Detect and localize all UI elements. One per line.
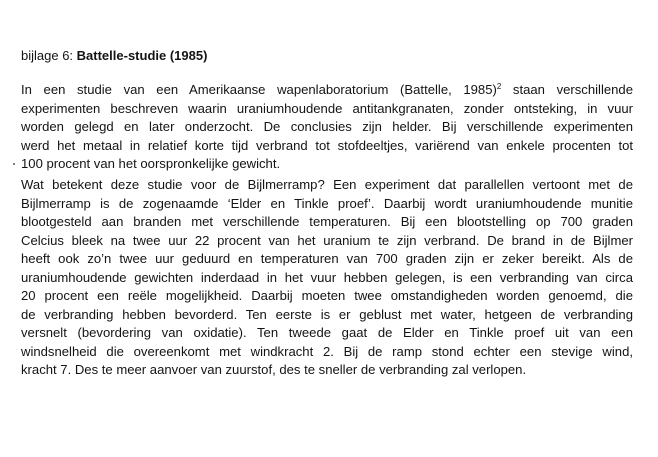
paragraph-line: versnelt (bevordering van oxidatie). Ten tweede gaat de Elder en Tinkle proef uit van een: [21, 325, 633, 340]
paragraph-2: [21, 176, 633, 380]
paragraph-line: worden gelegd en later onderzocht. De conclusies zijn helder. Bij verschillende experimenten: [21, 119, 633, 134]
paragraph-line: kracht 7. Des te meer aanvoer van zuurstof, des te sneller de verbranding zal verlopen.: [21, 362, 527, 377]
paragraph-line: werd het metaal in relatief korte tijd verbrand tot stofdeeltjes, variërend van enkele procenten tot: [21, 137, 633, 153]
paragraph-line: windsnelheid die overeenkomt met windkracht 2. Bij de ramp stond echter een stevige wind,: [21, 343, 633, 359]
paragraph-line: de verbranding hebben bevorderd. Ten eerste is er geblust met water, hetgeen de verbranding: [21, 306, 633, 322]
appendix-label: bijlage 6:: [21, 48, 77, 63]
paragraph-line: Celcius bleek na twee uur 22 procent van het uranium te zijn verbrand. De brand in de Bijlmer: [21, 232, 633, 248]
paragraph-line: 100 procent van het oorspronkelijke gewicht.: [21, 156, 281, 171]
scan-speck: [13, 163, 15, 165]
paragraph-line: heeft ook zo’n twee uur geduurd en temperaturen van 700 graden zijn er zeker bereikt. Als de: [21, 251, 633, 266]
paragraph-line: Bijlmerramp is de zogenaamde ‘Elder en Tinkle proef’. Daarbij wordt uraniumhoudende munitie: [21, 195, 633, 211]
paragraph-line: uraniumhoudende gewichten inderdaad in het vuur hebben gelegen, is een verbranding van circa: [21, 269, 633, 285]
paragraph-line: 20 procent een reële mogelijkheid. Daarbij moeten twee omstandigheden worden genoemd, die: [21, 288, 633, 303]
paragraph-line: In een studie van een Amerikaanse wapenlaboratorium (Battelle, 1985)$^2$ staan verschillende: [21, 82, 633, 97]
paragraph-line: Wat betekent deze studie voor de Bijlmerramp? Een experiment dat parallellen vertoont met de: [21, 177, 633, 192]
appendix-heading: [21, 48, 207, 64]
paragraph-line: experimenten beschreven waarin uraniumhoudende antitankgranaten, zonder ontsteking, in vuur: [21, 100, 633, 116]
footnote-reference: 2: [496, 82, 502, 91]
paragraph-1: [21, 81, 633, 174]
appendix-title: Battelle-studie (1985): [76, 48, 208, 63]
paragraph-line: blootgesteld aan branden met verschillende temperaturen. Bij een blootstelling op 700 graden: [21, 214, 633, 229]
